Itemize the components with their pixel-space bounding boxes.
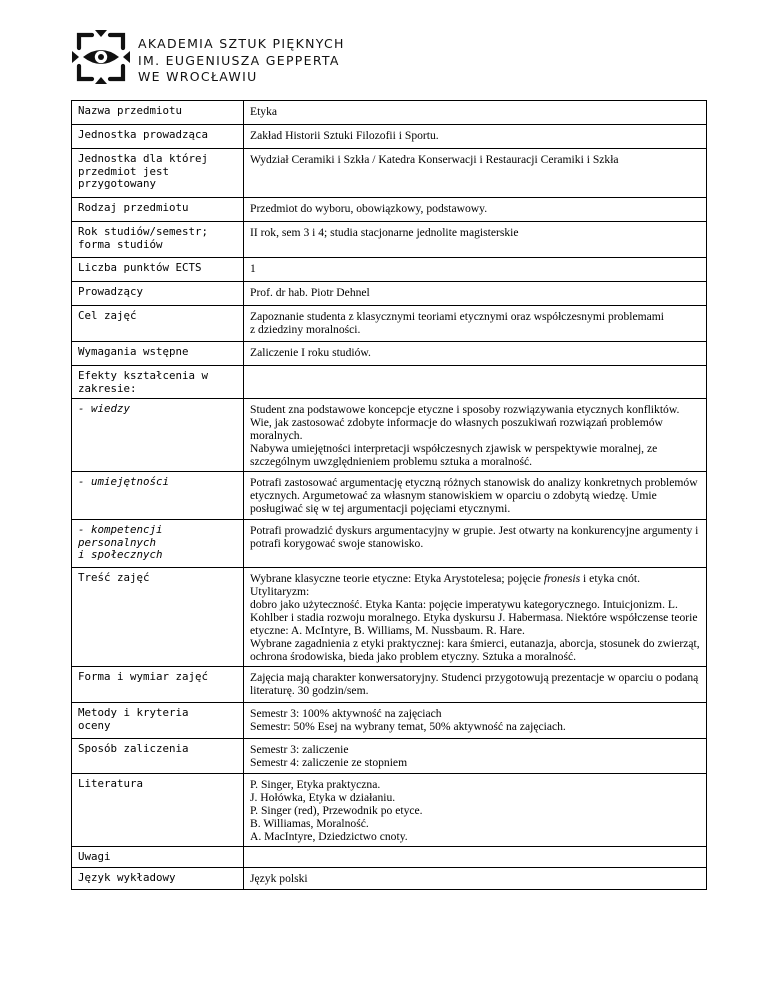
row-label: Efekty kształcenia w zakresie: (72, 366, 244, 399)
row-label: Sposób zaliczenia (72, 739, 244, 774)
row-label: Język wykładowy (72, 867, 244, 889)
row-value (244, 366, 707, 399)
row-value: Semestr 3: 100% aktywność na zajęciach Semestr: 50% Esej na wybrany temat, 50% aktywność na zajęciach. (244, 703, 707, 739)
row-label: Wymagania wstępne (72, 342, 244, 366)
row-value: Zajęcia mają charakter konwersatoryjny. Studenci przygotowują prezentacje w oparciu o podaną literaturę. 30 godzin/sem. (244, 667, 707, 703)
row-label: Prowadzący (72, 282, 244, 306)
eye-emblem-icon (70, 28, 132, 86)
row-label: Nazwa przedmiotu (72, 101, 244, 125)
row-value: 1 (244, 258, 707, 282)
content-text-part-1: Wybrane klasyczne teorie etyczne: Etyka Arystotelesa; pojęcie (250, 572, 544, 585)
row-value: Zapoznanie studenta z klasycznymi teoriami etycznymi oraz współczesnymi problemami z dziedziny moralności. (244, 306, 707, 342)
row-value: Zaliczenie I roku studiów. (244, 342, 707, 366)
table-row (72, 399, 707, 472)
row-label: - wiedzy (72, 399, 244, 472)
row-value: Wydział Ceramiki i Szkła / Katedra Konserwacji i Restauracji Ceramiki i Szkła (244, 149, 707, 198)
institution-name (138, 36, 345, 86)
row-value: II rok, sem 3 i 4; studia stacjonarne jednolite magisterskie (244, 222, 707, 258)
row-value: Zakład Historii Sztuki Filozofii i Sportu. (244, 125, 707, 149)
content-text-emphasis: fronesis (543, 572, 581, 585)
row-value (244, 847, 707, 868)
row-value: Przedmiot do wyboru, obowiązkowy, podstawowy. (244, 198, 707, 222)
row-value: Etyka (244, 101, 707, 125)
row-label: Forma i wymiar zajęć (72, 667, 244, 703)
row-label: Liczba punktów ECTS (72, 258, 244, 282)
table-row (72, 149, 707, 198)
row-label: Literatura (72, 774, 244, 847)
row-label: Uwagi (72, 847, 244, 868)
row-label: Treść zajęć (72, 568, 244, 667)
row-value: P. Singer, Etyka praktyczna. J. Hołówka, Etyka w działaniu. P. Singer (red), Przewodnik po etyce. B. Williamas, Moralność. A. MacIntyre, Dziedzictwo cnoty. (244, 774, 707, 847)
table-row (72, 282, 707, 306)
row-value: Student zna podstawowe koncepcje etyczne i sposoby rozwiązywania etycznych konfliktów. Wie, jak zastosować zdobyte informacje do własnych poszukiwań rozwiązań problemów moralnych. Nabywa umiejętności interpretacji współczesnych zjawisk w perspektywie moralnej, ze szczególnym uwzględnieniem problemu sztuka a moralność. (244, 399, 707, 472)
row-value (244, 568, 707, 667)
row-value: Semestr 3: zaliczenie Semestr 4: zaliczenie ze stopniem (244, 739, 707, 774)
table-row (72, 125, 707, 149)
row-label: Metody i kryteria oceny (72, 703, 244, 739)
row-label: - kompetencji personalnych i społecznych (72, 520, 244, 568)
institution-line-1: AKADEMIA SZTUK PIĘKNYCH (138, 36, 345, 51)
syllabus-table (71, 100, 707, 890)
row-label: Rodzaj przedmiotu (72, 198, 244, 222)
table-row (72, 520, 707, 568)
row-value: Potrafi prowadzić dyskurs argumentacyjny w grupie. Jest otwarty na konkurencyjne argumenty i potrafi korygować swoje stanowisko. (244, 520, 707, 568)
table-row (72, 366, 707, 399)
table-row (72, 198, 707, 222)
table-row (72, 703, 707, 739)
table-row (72, 774, 707, 847)
row-label: Cel zajęć (72, 306, 244, 342)
table-row (72, 847, 707, 868)
table-row (72, 258, 707, 282)
row-label: - umiejętności (72, 472, 244, 520)
row-label: Rok studiów/semestr; forma studiów (72, 222, 244, 258)
row-value: Potrafi zastosować argumentację etyczną różnych stanowisk do analizy konkretnych problemów etycznych. Argumetować za własnym stanowiskiem w oparciu o zdobytą wiedzę. Umie posługiwać się w tej argumentacji pojęciami etycznymi. (244, 472, 707, 520)
row-label: Jednostka prowadząca (72, 125, 244, 149)
table-row (72, 342, 707, 366)
table-row (72, 222, 707, 258)
table-row (72, 306, 707, 342)
table-row (72, 667, 707, 703)
content-text-part-2: i etyka cnót. Utylitaryzm: dobro jako użyteczność. Etyka Kanta: pojęcie imperatywu kategorycznego. Intuicjonizm. L. Kohlber i stadia rozwoju moralnego. Etyka dyskursu J. Habermasa. Niektóre współczense teorie etyczne: A. McIntyre, B. Williams, M. Nussbaum. R. Hare. Wybrane zagadnienia z etyki praktycznej: kara śmierci, eutanazja, aborcja, stosunek do zwierząt, ochrona środowiska, bieda jako problem etyczny. Sztuka a moralność. (250, 572, 700, 663)
institution-line-2: IM. EUGENIUSZA GEPPERTA (138, 52, 340, 68)
table-row (72, 739, 707, 774)
table-row (72, 867, 707, 889)
table-row (72, 101, 707, 125)
row-label: Jednostka dla której przedmiot jest przygotowany (72, 149, 244, 198)
institution-line-3: WE WROCŁAWIU (138, 69, 258, 84)
table-row (72, 568, 707, 667)
table-row (72, 472, 707, 520)
row-value: Prof. dr hab. Piotr Dehnel (244, 282, 707, 306)
row-value: Język polski (244, 867, 707, 889)
